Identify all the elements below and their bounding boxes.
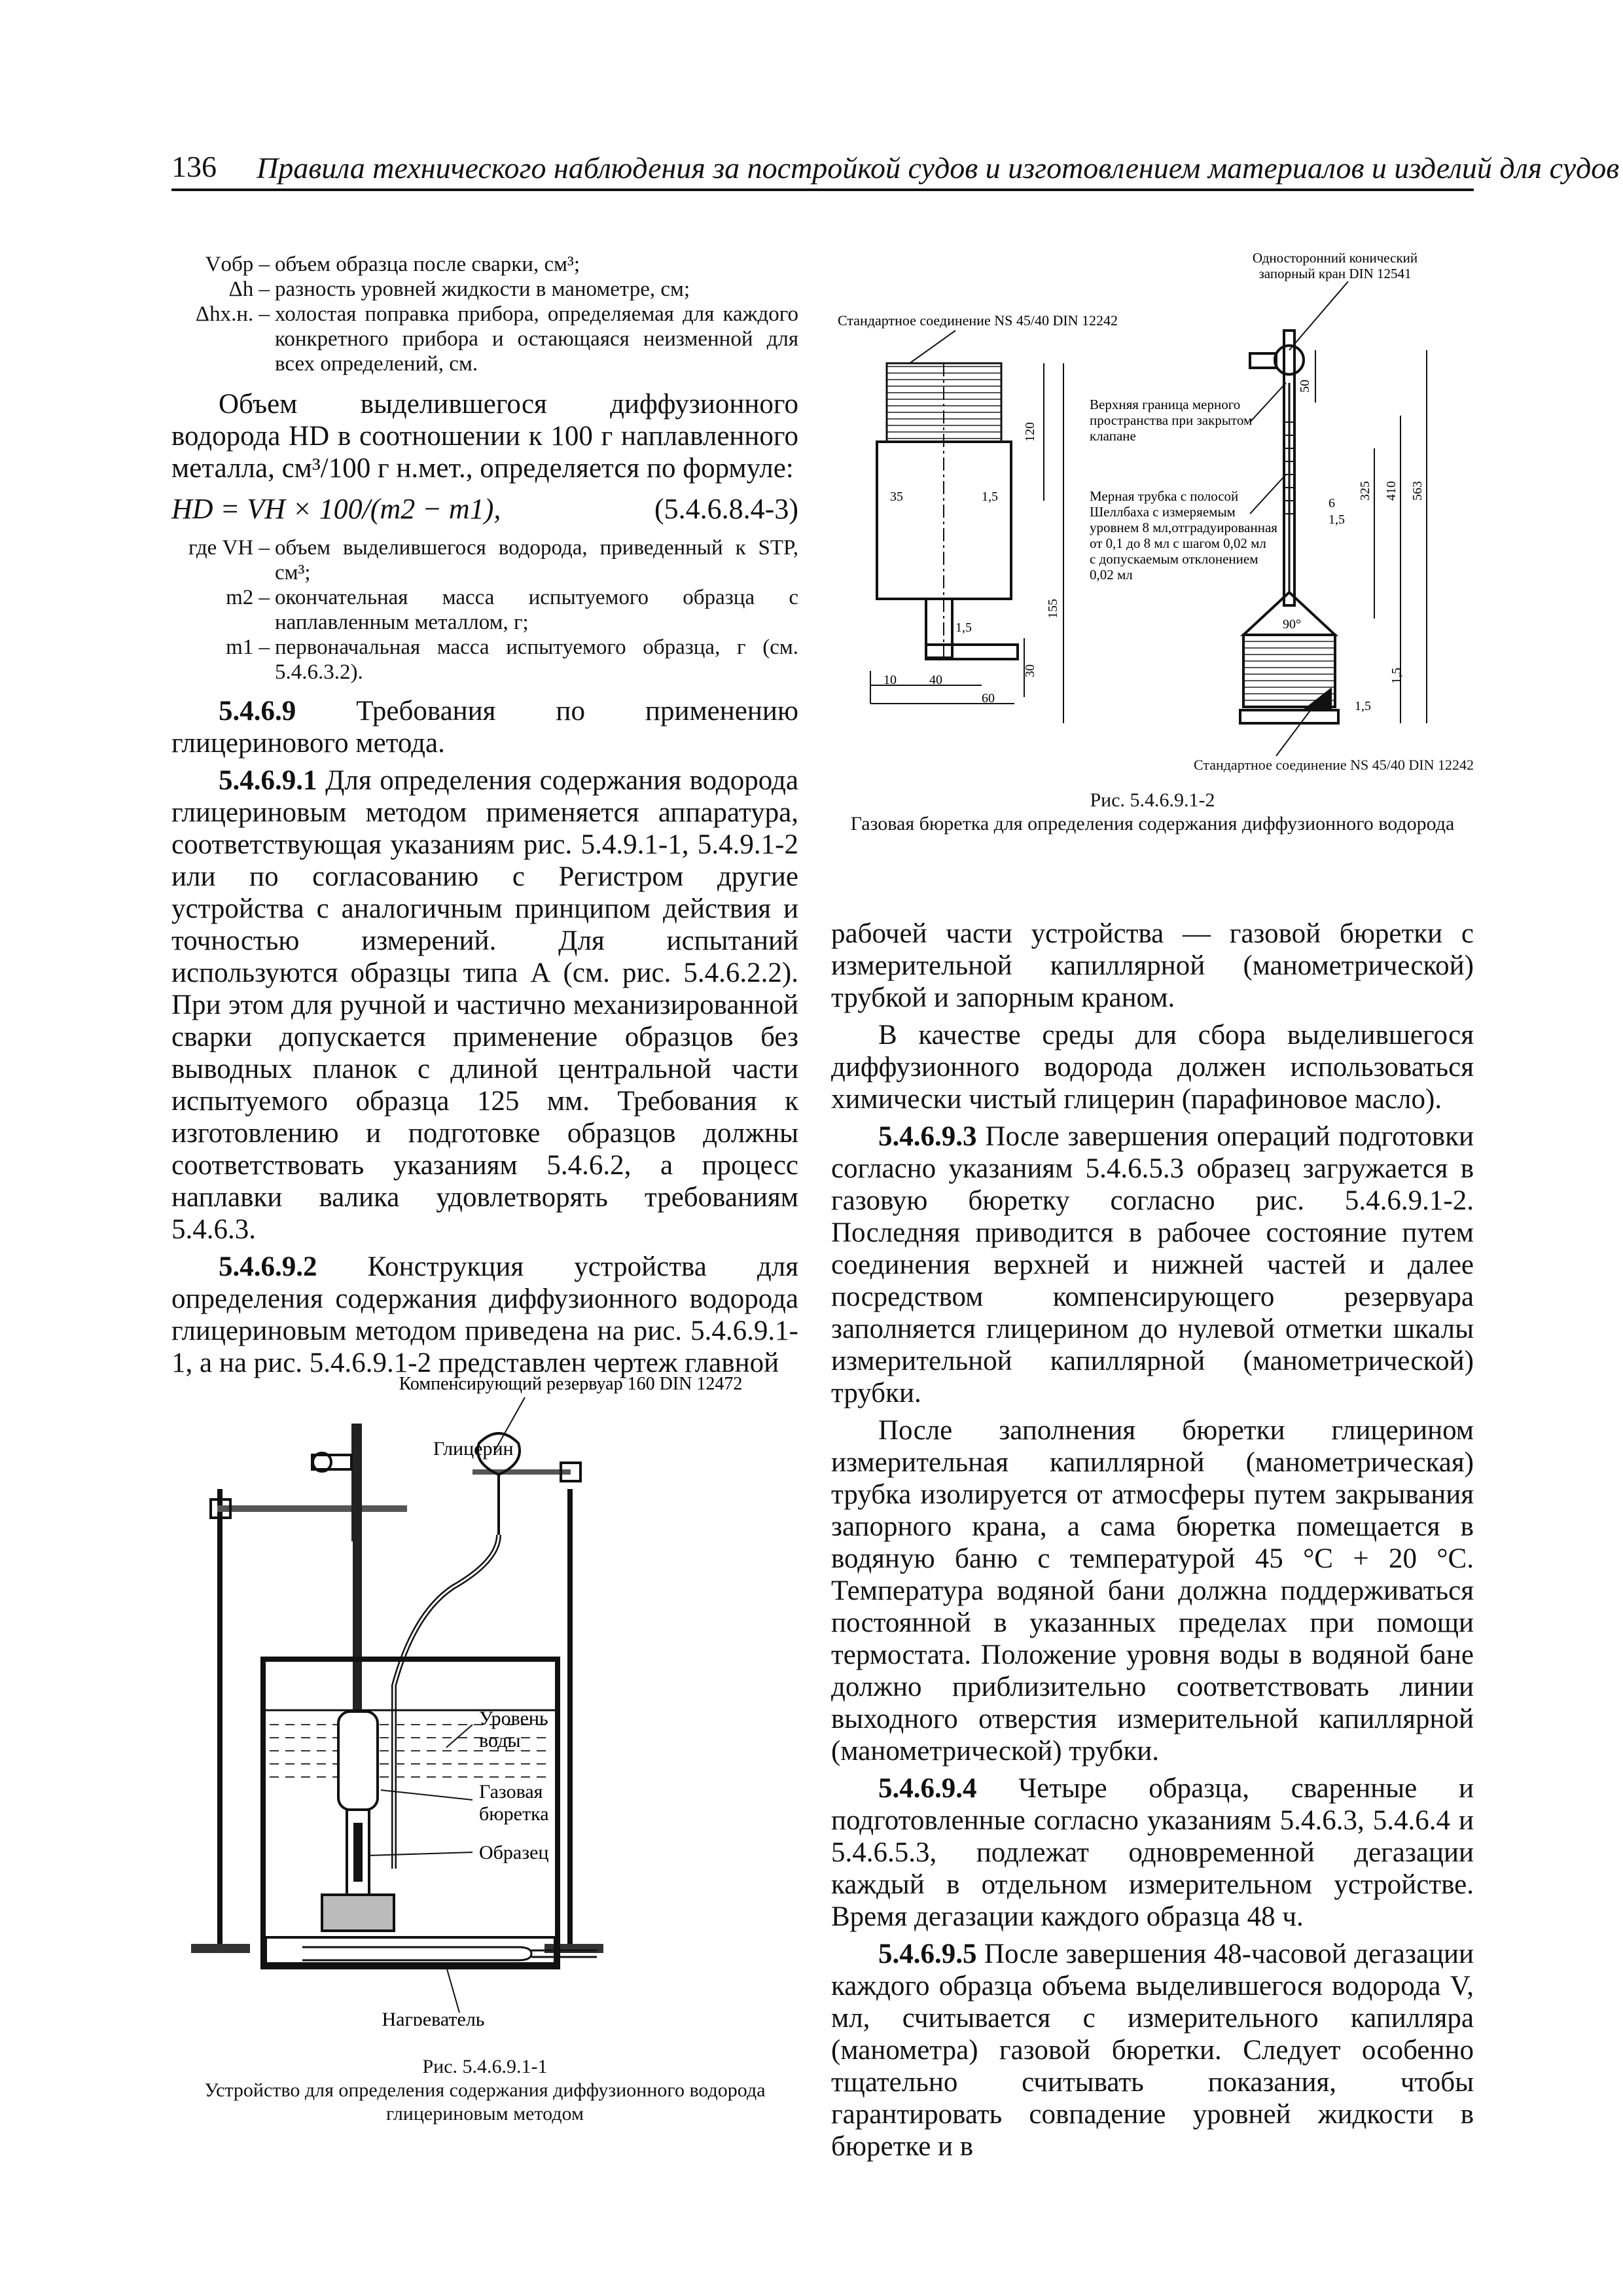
formula-number: (5.4.6.8.4-3) (654, 493, 798, 525)
figure-1-title: Устройство для определения содержания диффузионного водорода глицериновым методом (204, 2079, 766, 2125)
dim-155: 155 (1046, 599, 1060, 619)
reservoir-label: Компенсирующий резервуар 160 DIN 12472 (399, 1374, 743, 1394)
tube-label-line5: с допускаемым отклонением (1090, 551, 1258, 567)
definition-row (171, 535, 798, 585)
dim-40: 40 (929, 673, 942, 687)
dim-60: 60 (982, 691, 995, 706)
tube-label (1090, 488, 1277, 583)
dim-563: 563 (1410, 481, 1425, 501)
definition-row (171, 302, 798, 376)
figure-2-title: Газовая бюретка для определения содержания диффузионного водорода (850, 813, 1455, 834)
paragraph-hd: Объем выделившегося диффузионного водорода HD в соотношении к 100 г наплавленного металла, см³/100 г н.мет., определяется по формуле: (171, 389, 798, 484)
section-5-4-6-9-3 (831, 1121, 1474, 1409)
section-5-4-6-9-4 (831, 1772, 1474, 1933)
water-level-label-line2: воды (479, 1730, 521, 1751)
dim-15a: 1,5 (982, 490, 998, 504)
burette-label (479, 1781, 549, 1825)
heater-label: Нагреватель (382, 2009, 485, 2026)
dim-50: 50 (1298, 380, 1312, 393)
section-number: 5.4.6.9 (219, 696, 296, 726)
figure-1-caption (171, 2055, 798, 2126)
definition-text: холостая поправка прибора, определяемая для каждого конкретного прибора и остающаяся неизменной для всех определений, см. (275, 302, 798, 376)
glycerin-label: Глицерин (433, 1438, 514, 1460)
figure-1-number: Рис. 5.4.6.9.1-1 (422, 2056, 548, 2077)
upper-bound-label (1090, 397, 1252, 444)
sample-label: Образец (479, 1842, 549, 1863)
page-number: 136 (171, 150, 217, 183)
section-text: Требования по применению глицеринового метода. (171, 696, 798, 759)
section-5-4-6-9-1 (171, 764, 798, 1246)
burette-drawing (831, 252, 1474, 762)
definition-row (171, 252, 798, 277)
dim-15d: 1,5 (1329, 512, 1345, 527)
definition-symbol: Δh – (228, 278, 270, 301)
tube-label-line1: Мерная трубка с полосой (1090, 488, 1239, 504)
running-title: Правила технического наблюдения за постройкой судов и изготовлением материалов и изделий для судов (257, 151, 1620, 185)
tube-label-line6: 0,02 мл (1090, 567, 1133, 583)
running-header (171, 149, 1620, 191)
left-column-text (171, 252, 798, 1384)
dim-30: 30 (1023, 664, 1037, 677)
apparatus-drawing (171, 1371, 798, 2026)
formula (171, 490, 798, 529)
upper-bound-label-line3: клапане (1090, 428, 1136, 444)
definition-text: объем образца после сварки, см³; (275, 253, 580, 276)
section-number: 5.4.6.9.5 (878, 1939, 977, 1969)
dim-15b: 1,5 (955, 620, 972, 635)
formula-expression: HD = VH × 100/(m2 − m1), (171, 493, 501, 525)
tube-label-line4: от 0,1 до 8 мл с шагом 0,02 мл (1090, 535, 1266, 551)
definition-text: объем выделившегося водорода, приведенный к STP, см³; (275, 536, 798, 584)
continued-paragraph: рабочей части устройства — газовой бюретки с измерительной капиллярной (манометрической) трубкой и запорным краном. (831, 918, 1474, 1013)
definition-text: окончательная масса испытуемого образца с наплавленным металлом, г; (275, 586, 798, 634)
upper-bound-label-line2: пространства при закрытом (1090, 412, 1253, 428)
section-5-4-6-9 (171, 695, 798, 759)
dim-35: 35 (890, 490, 903, 504)
section-text: Конструкция устройства для определения содержания диффузионного водорода глицериновым методом приведена на рис. 5.4.6.9.1-1, а на рис. 5.4.6.9.1-2 представлен чертеж главной (171, 1251, 798, 1378)
section-text: Четыре образца, сваренные и подготовленные согласно указаниям 5.4.6.3, 5.4.6.4 и 5.4.6.5.3, подлежат одновременной дегазации каждый в отдельном измерительном устройстве. Время дегазации каждого образца 48 ч. (831, 1773, 1474, 1932)
paragraph-medium: В качестве среды для сбора выделившегося диффузионного водорода должен использоваться химически чистый глицерин (парафиновое масло). (831, 1020, 1474, 1115)
section-number: 5.4.6.9.1 (219, 765, 317, 796)
figure-burette (831, 252, 1474, 867)
variable-definitions-top (171, 252, 798, 376)
dim-6: 6 (1329, 496, 1335, 511)
paragraph-fill: После заполнения бюретки глицерином измерительная капиллярной (манометрическая) трубка изолируется от атмосферы путем закрывания запорного крана, а сама бюретка помещается в водяную баню с температурой 45 °С + 20 °С. Температура водяной бани должна поддерживаться постоянной в указанных пределах при помощи термостата. Положение уровня воды в водяной бане должно приблизительно соответствовать линии выходного отверстия измерительной капиллярной (манометрической) трубки. (831, 1415, 1474, 1767)
definition-symbol: m2 – (226, 586, 270, 609)
joint-top-label: Стандартное соединение NS 45/40 DIN 12242 (838, 312, 1118, 329)
section-5-4-6-9-5 (831, 1938, 1474, 2162)
definition-text: разность уровней жидкости в манометре, см; (275, 278, 690, 301)
tube-label-line3: уровнем 8 мл,отградуированная (1090, 520, 1277, 535)
section-text: После завершения 48-часовой дегазации каждого образца объема выделившегося водорода V, мл, считывается с измерительного капилляра (манометра) газовой бюретки. Следует особенно тщательно считывать показания, чтобы гарантировать совпадение уровней жидкости в бюретке и в (831, 1939, 1474, 2162)
definition-symbol: Vобр – (205, 253, 270, 276)
dim-90: 90° (1283, 617, 1301, 632)
definition-text: первоначальная масса испытуемого образца, г (см. 5.4.6.3.2). (275, 636, 798, 684)
joint-bottom-label: Стандартное соединение NS 45/40 DIN 12242 (1193, 757, 1474, 773)
section-number: 5.4.6.9.2 (219, 1251, 317, 1282)
definition-symbol: Δhх.н. – (195, 302, 270, 326)
burette-label-line1: Газовая (479, 1781, 543, 1803)
definition-row (171, 585, 798, 635)
valve-label-line2: запорный кран DIN 12541 (1258, 266, 1412, 281)
definition-symbol: где VH – (188, 536, 270, 560)
upper-bound-label-line1: Верхняя граница мерного (1090, 397, 1241, 412)
dim-325: 325 (1358, 481, 1372, 501)
dim-15e: 1,5 (1355, 699, 1371, 713)
figure-apparatus (171, 1371, 798, 2130)
burette-label-line2: бюретка (479, 1803, 549, 1825)
variable-definitions-where (171, 535, 798, 685)
section-number: 5.4.6.9.3 (878, 1121, 977, 1152)
figure-2-caption (831, 789, 1474, 836)
right-column-text (831, 918, 1474, 2168)
definition-symbol: m1 – (226, 636, 270, 659)
dim-120: 120 (1023, 422, 1037, 442)
water-level-label-line1: Уровень (479, 1708, 548, 1729)
definition-row (171, 277, 798, 302)
section-5-4-6-9-2 (171, 1251, 798, 1379)
tube-label-line2: Шеллбаха с измеряемым (1090, 504, 1236, 520)
section-text: После завершения операций подготовки согласно указаниям 5.4.6.5.3 образец загружается в газовую бюретку согласно рис. 5.4.6.9.1-2. Последняя приводится в рабочее состояние путем соединения верхней и нижней частей и далее посредством компенсирующего резервуара заполняется глицерином до нулевой отметки шкалы измерительной капиллярной (манометрической) трубки. (831, 1121, 1474, 1408)
dim-10: 10 (883, 673, 897, 687)
section-text: Для определения содержания водорода глицериновым методом применяется аппаратура, соответствующая указаниям рис. 5.4.9.1-1, 5.4.9.1-2 или по согласованию с Регистром другие устройства с аналогичным принципом действия и точностью измерений. Для испытаний используются образцы типа А (см. рис. 5.4.6.2.2). При этом для ручной и частично механизированной сварки допускается применение образцов без выводных планок с длиной центральной части испытуемого образца 125 мм. Требования к изготовлению и подготовке образцов должны соответствовать указаниям 5.4.6.2, а процесс наплавки валика удовлетворять требованиям 5.4.6.3. (171, 765, 798, 1245)
figure-2-number: Рис. 5.4.6.9.1-2 (1090, 789, 1215, 811)
definition-row (171, 635, 798, 685)
dim-15c: 1,5 (1389, 668, 1404, 684)
section-number: 5.4.6.9.4 (878, 1773, 977, 1804)
water-level-label (479, 1708, 548, 1751)
valve-label-line1: Односторонний конический (1252, 252, 1418, 266)
dim-410: 410 (1384, 481, 1399, 501)
